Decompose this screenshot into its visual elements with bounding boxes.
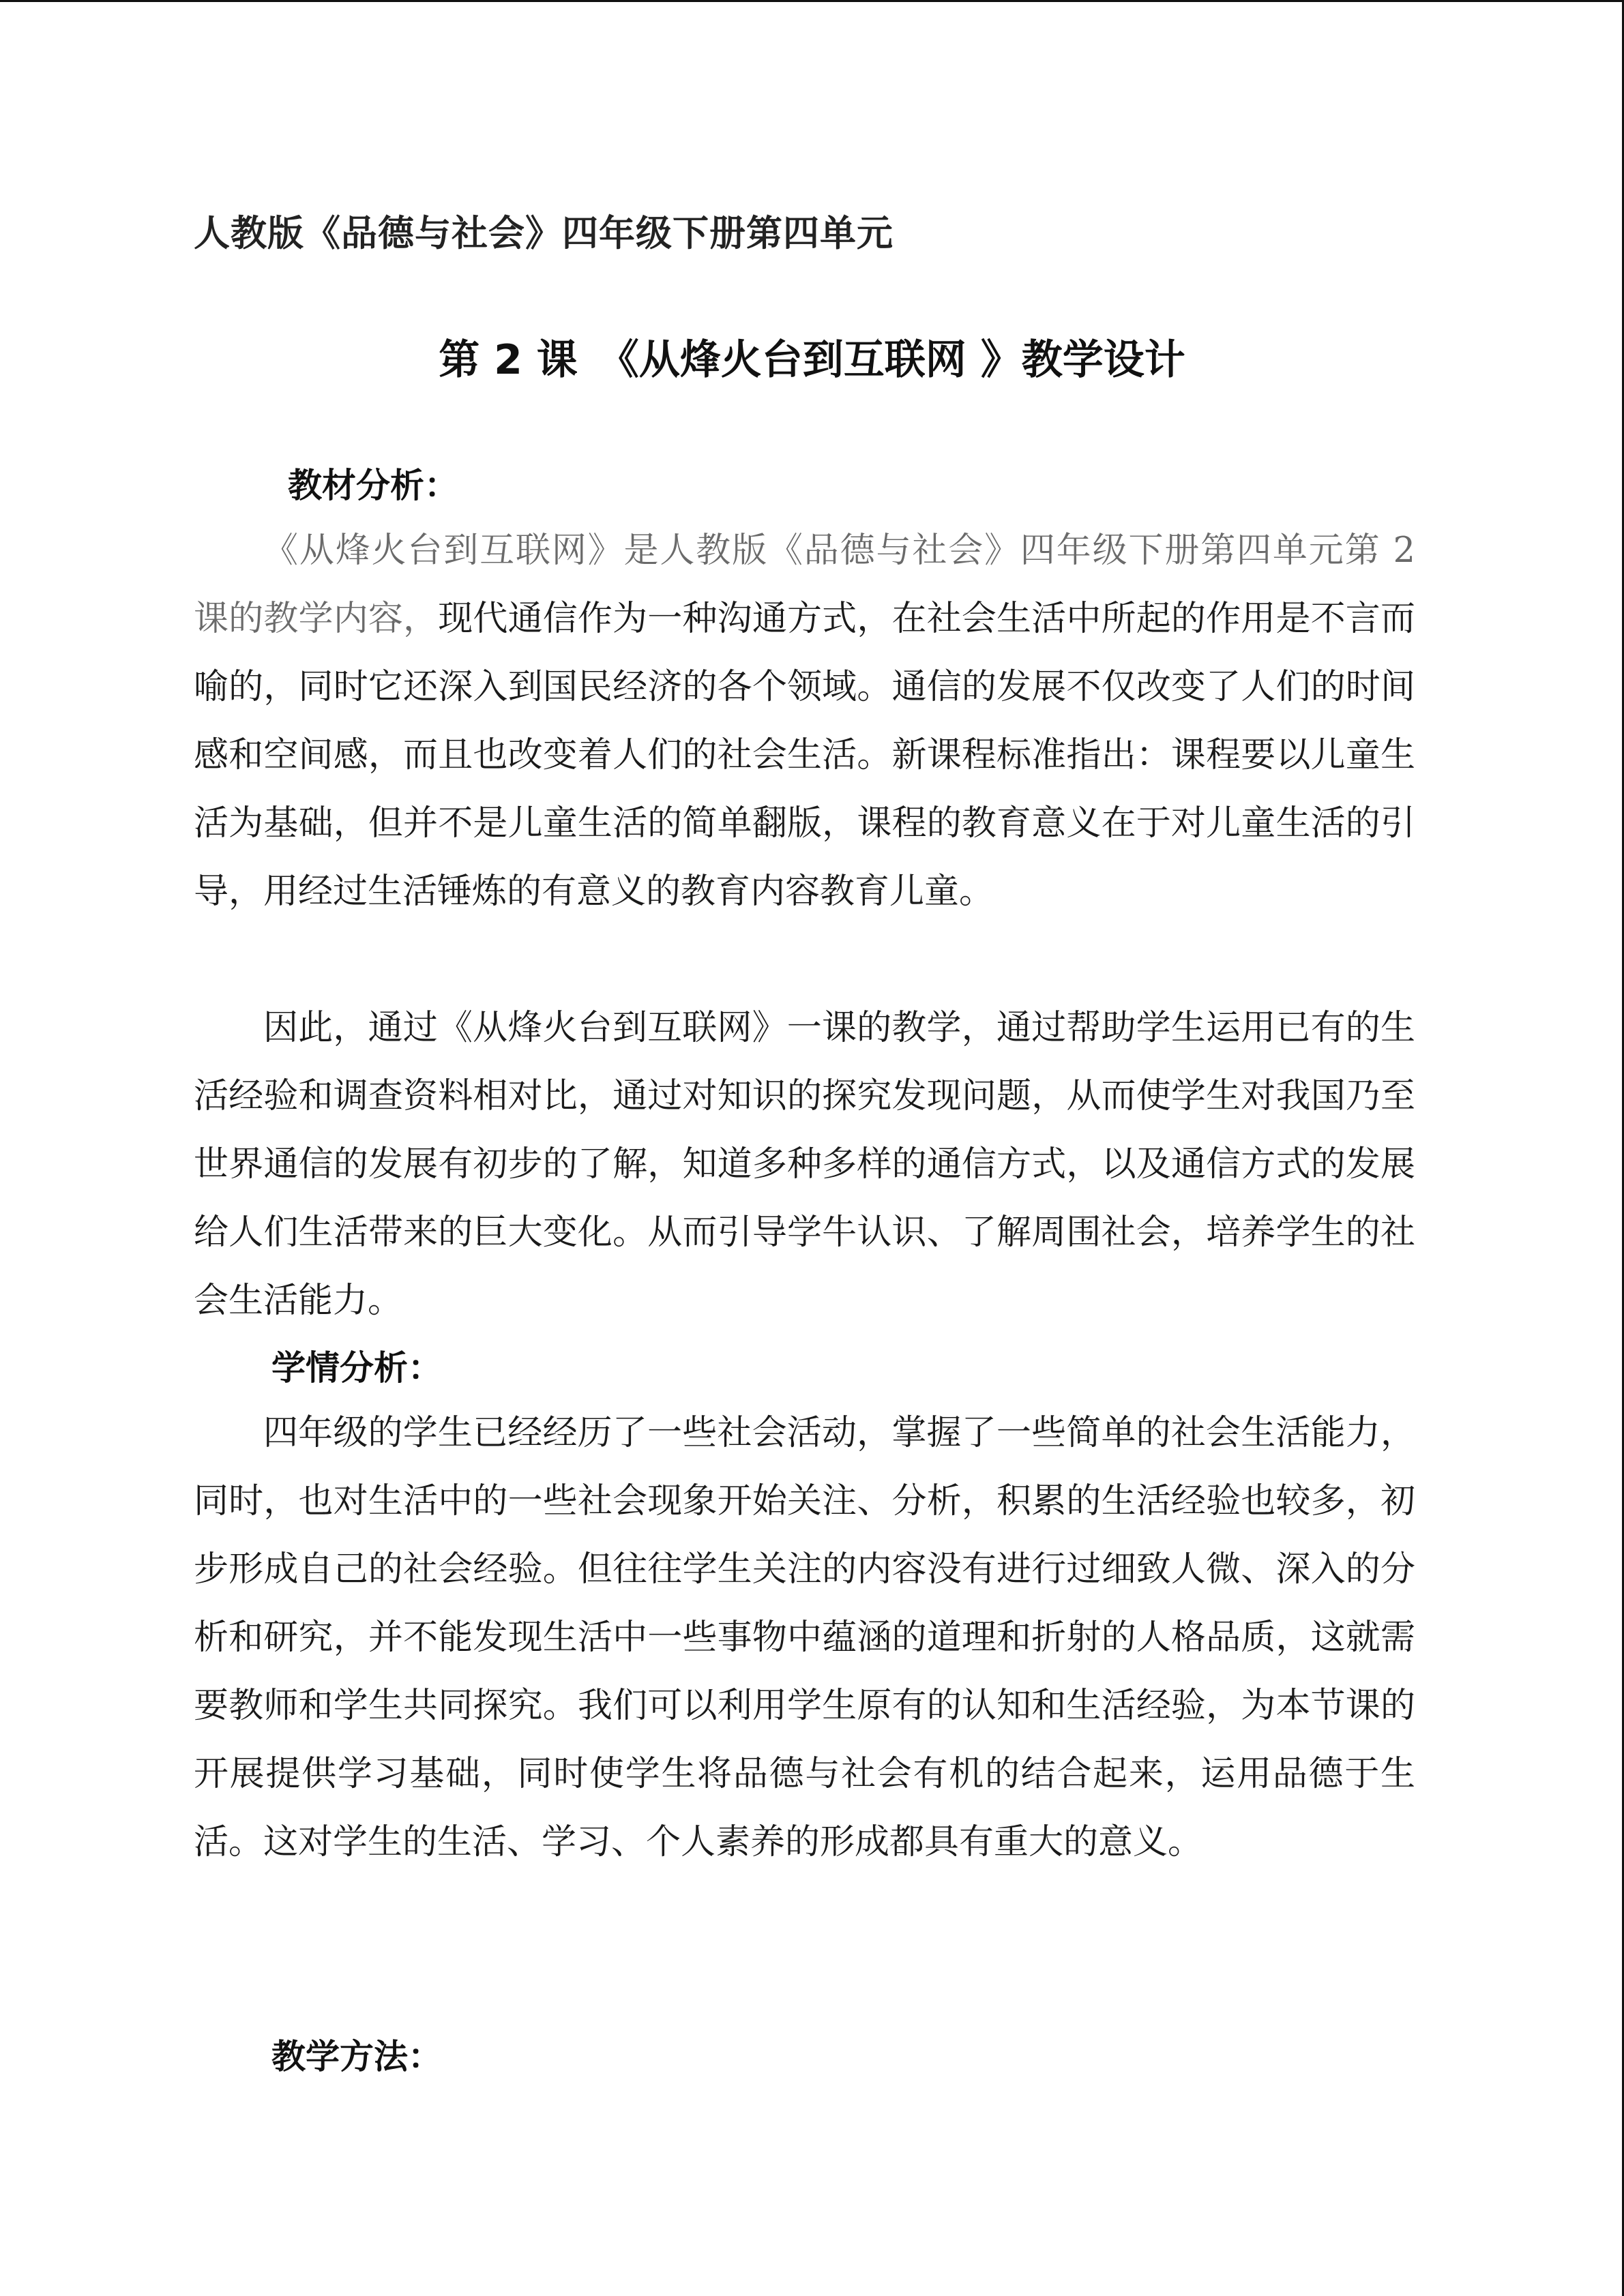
page-title: 第 2 课 《从烽火台到互联网 》教学设计 [439,336,1185,384]
material-analysis-lead-text: 《从烽火台到互联网》是人教版《品德与社会》四年级下册第四单元第 2 课的教学内容， [194,531,1415,639]
section-heading-material-analysis: 教材分析： [288,466,458,505]
section-heading-student-analysis: 学情分析： [271,1348,442,1388]
student-analysis-paragraph: 四年级的学生已经经历了一些社会活动，掌握了一些简单的社会生活能力，同时，也对生活中的一些社会现象开始关注、分析，积累的生活经验也较多，初步形成自己的社会经验。但往往学生关注的内容没有进行过细致人微、深入的分析和研究，并不能发现生活中一些事物中蕴涵的道理和折射的人格品质，这就需要教师和学生共同探究。我们可以利用学生原有的认知和生活经验，为本节课的开展提供学习基础，同时使学生将品德与社会有机的结合起来，运用品德于生活。这对学生的生活、学习、个人素养的形成都具有重大的意义。 [194,1413,1415,1862]
page-border-top [0,0,1624,2]
section-heading-teaching-method: 教学方法： [271,2037,442,2076]
material-analysis-body-text: 现代通信作为一种沟通方式，在社会生活中所起的作用是不言而喻的，同时它还深入到国民经济的各个领域。通信的发展不仅改变了人们的时间感和空间感，而且也改变着人们的社会生活。新课程标准指出：课程要以儿童生活为基础，但并不是儿童生活的简单翻版，课程的教育意义在于对儿童生活的引导，用经过生活锤炼的有意义的教育内容教育儿童。 [194,599,1415,912]
document-header: 人教版《品德与社会》四年级下册第四单元 [194,213,894,254]
material-analysis-paragraph-1 [194,517,1415,926]
material-analysis-paragraph-2: 因此，通过《从烽火台到互联网》一课的教学，通过帮助学生运用已有的生活经验和调查资料相对比，通过对知识的探究发现问题，从而使学生对我国乃至世界通信的发展有初步的了解，知道多种多样的通信方式，以及通信方式的发展给人们生活带来的巨大变化。从而引导学牛认识、了解周围社会，培养学生的社会生活能力。 [194,1008,1415,1321]
